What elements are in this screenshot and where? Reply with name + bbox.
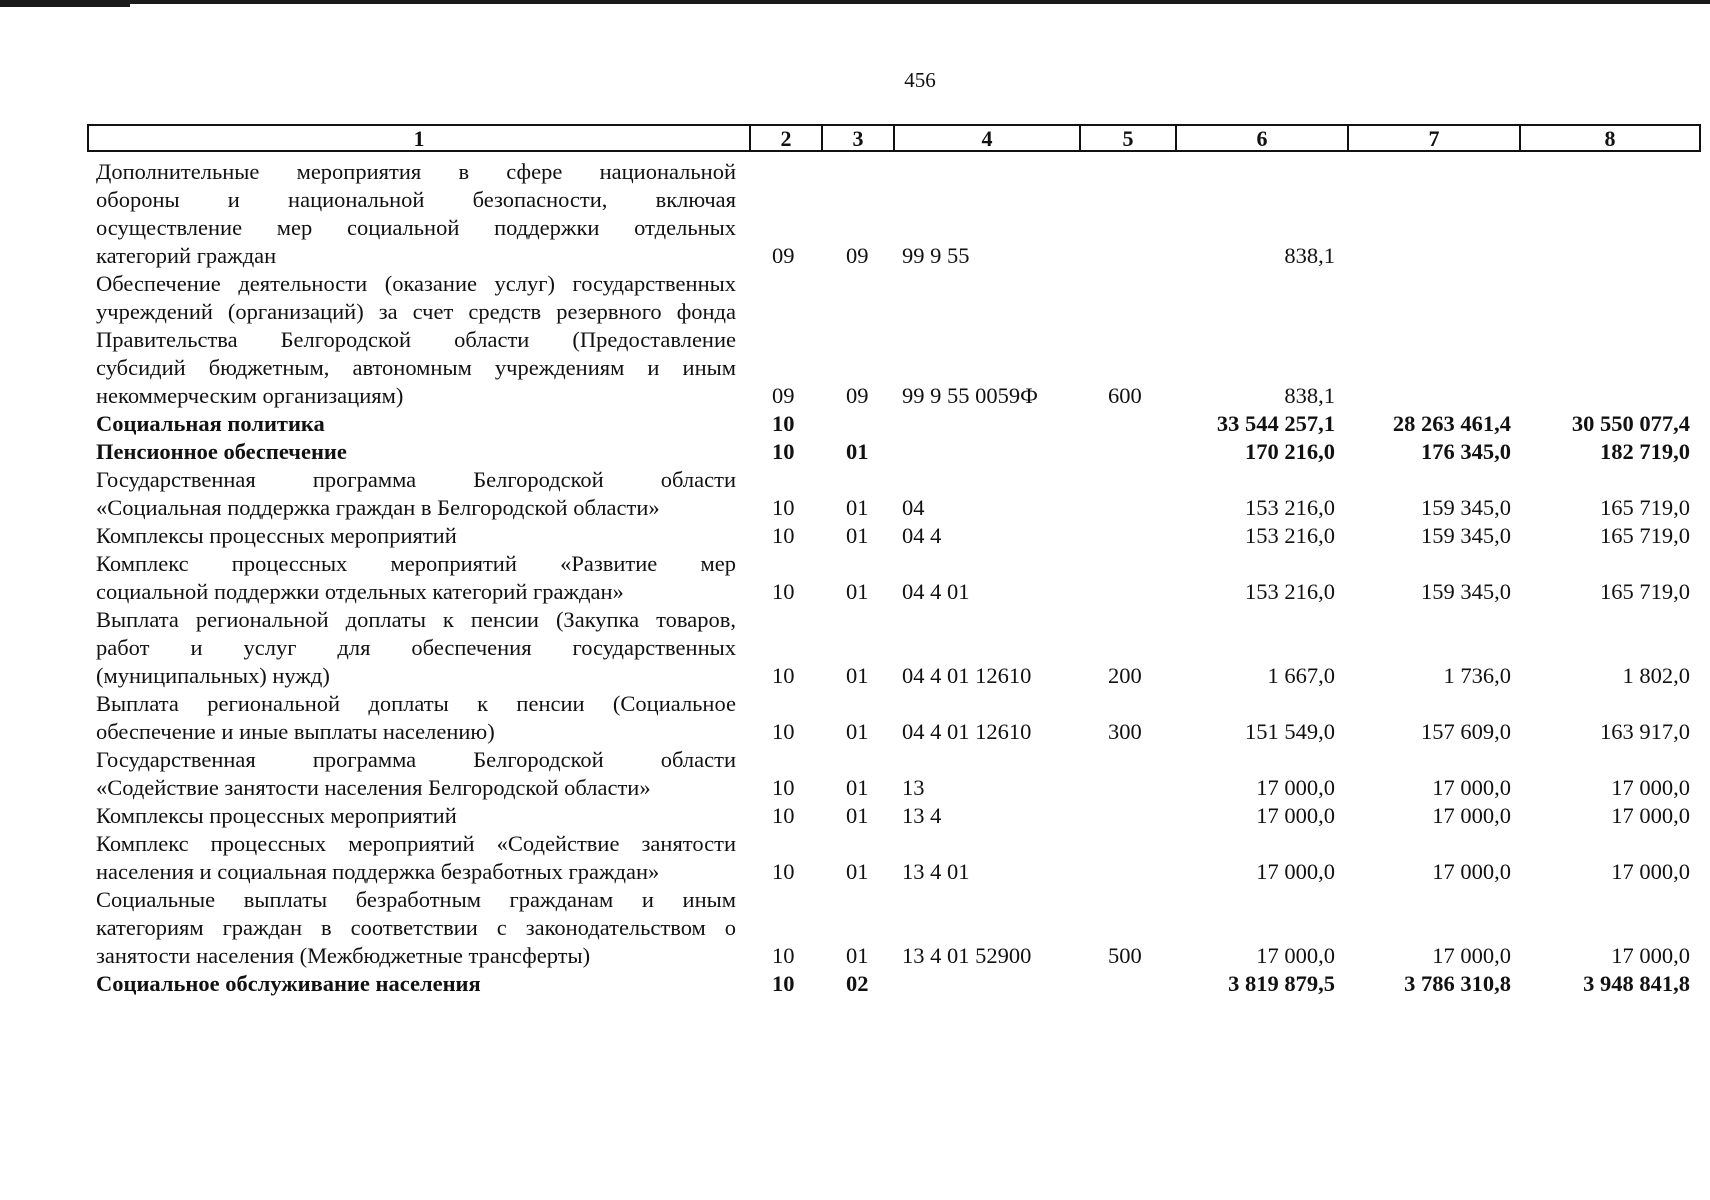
subsection-code: 01 [846,803,869,828]
amount-year-1: 170 216,0 [1245,439,1335,464]
table-row [0,550,1710,606]
amount-year-2: 17 000,0 [1432,859,1511,884]
subsection-code: 01 [846,719,869,744]
description-line: Комплекс процессных мероприятий «Развитие мер [96,551,736,576]
target-article-code: 13 4 [902,803,942,828]
amount-year-3: 163 917,0 [1600,719,1690,744]
row-description [96,522,736,550]
amount-year-3: 17 000,0 [1611,803,1690,828]
amount-year-3: 165 719,0 [1600,495,1690,520]
description-line: Дополнительные мероприятия в сфере национальной [96,159,736,184]
amount-year-1: 153 216,0 [1245,523,1335,548]
row-description [96,466,736,522]
subsection-code: 01 [846,495,869,520]
section-code: 10 [772,859,795,884]
amount-year-2: 17 000,0 [1432,803,1511,828]
target-article-code: 99 9 55 [902,243,970,268]
table-row [0,158,1710,270]
subsection-code: 01 [846,859,869,884]
description-line: Выплата региональной доплаты к пенсии (Социальное [96,691,736,716]
expense-type-code: 300 [1108,719,1142,744]
description-line: занятости населения (Межбюджетные трансферты) [96,943,591,968]
description-line: Социальная политика [96,411,325,436]
column-header-1: 1 [89,126,751,150]
column-header-3: 3 [823,126,895,150]
description-line: Обеспечение деятельности (оказание услуг) государственных [96,271,736,296]
table-row [0,886,1710,970]
subsection-code: 01 [846,663,869,688]
target-article-code: 04 4 01 12610 [902,663,1032,688]
amount-year-3: 17 000,0 [1611,775,1690,800]
amount-year-2: 157 609,0 [1421,719,1511,744]
column-header-6: 6 [1177,126,1349,150]
target-article-code: 04 4 [902,523,942,548]
table-row [0,970,1710,998]
section-code: 10 [772,719,795,744]
table-row [0,746,1710,802]
table-row [0,606,1710,690]
scan-edge-line [0,0,1710,4]
row-description [96,606,736,690]
amount-year-1: 838,1 [1284,243,1335,268]
section-code: 10 [772,411,795,436]
page-number: 456 [904,68,936,92]
expense-type-code: 600 [1108,383,1142,408]
amount-year-3: 1 802,0 [1622,663,1690,688]
subsection-code: 09 [846,243,869,268]
amount-year-1: 1 667,0 [1267,663,1335,688]
description-line: работ и услуг для обеспечения государственных [96,635,736,660]
row-description [96,270,736,410]
section-code: 10 [772,971,795,996]
section-code: 10 [772,775,795,800]
description-line: «Содействие занятости населения Белгородской области» [96,775,651,800]
amount-year-3: 3 948 841,8 [1583,971,1690,996]
amount-year-1: 17 000,0 [1256,859,1335,884]
section-code: 10 [772,943,795,968]
expense-type-code: 500 [1108,943,1142,968]
description-line: Государственная программа Белгородской области [96,467,736,492]
amount-year-1: 153 216,0 [1245,579,1335,604]
description-line: социальной поддержки отдельных категорий граждан» [96,579,624,604]
description-line: Социальные выплаты безработным гражданам и иным [96,887,736,912]
amount-year-1: 151 549,0 [1245,719,1335,744]
column-header-7: 7 [1349,126,1521,150]
amount-year-2: 159 345,0 [1421,523,1511,548]
subsection-code: 09 [846,383,869,408]
scan-edge-mark [0,0,130,7]
amount-year-1: 33 544 257,1 [1216,411,1335,436]
description-line: обеспечение и иные выплаты населению) [96,719,495,744]
row-description [96,690,736,746]
section-code: 10 [772,523,795,548]
description-line: Правительства Белгородской области (Предоставление [96,327,736,352]
column-header-2: 2 [751,126,823,150]
section-code: 10 [772,663,795,688]
description-line: категорий граждан [96,243,277,268]
target-article-code: 13 [902,775,925,800]
row-description [96,970,736,998]
section-code: 09 [772,243,795,268]
table-row [0,690,1710,746]
row-description [96,410,736,438]
amount-year-1: 17 000,0 [1256,775,1335,800]
table-row [0,466,1710,522]
table-row [0,522,1710,550]
description-line: Комплекс процессных мероприятий «Содействие занятости [96,831,736,856]
description-line: «Социальная поддержка граждан в Белгородской области» [96,495,660,520]
description-line: некоммерческим организациям) [96,383,404,408]
target-article-code: 04 [902,495,925,520]
amount-year-3: 30 550 077,4 [1571,411,1690,436]
table-row [0,830,1710,886]
amount-year-3: 17 000,0 [1611,859,1690,884]
amount-year-3: 165 719,0 [1600,523,1690,548]
section-code: 10 [772,803,795,828]
target-article-code: 13 4 01 [902,859,970,884]
description-line: (муниципальных) нужд) [96,663,330,688]
expense-type-code: 200 [1108,663,1142,688]
amount-year-3: 17 000,0 [1611,943,1690,968]
column-header-row [87,124,1701,152]
target-article-code: 99 9 55 0059Ф [902,383,1038,408]
amount-year-1: 17 000,0 [1256,803,1335,828]
section-code: 10 [772,439,795,464]
description-line: категориям граждан в соответствии с законодательством о [96,915,736,940]
amount-year-2: 17 000,0 [1432,943,1511,968]
amount-year-2: 159 345,0 [1421,495,1511,520]
description-line: Социальное обслуживание населения [96,971,481,996]
row-description [96,746,736,802]
table-row [0,410,1710,438]
row-description [96,830,736,886]
row-description [96,886,736,970]
section-code: 10 [772,579,795,604]
section-code: 09 [772,383,795,408]
row-description [96,438,736,466]
amount-year-1: 17 000,0 [1256,943,1335,968]
table-row [0,270,1710,410]
subsection-code: 02 [846,971,869,996]
description-line: учреждений (организаций) за счет средств резервного фонда [96,299,736,324]
row-description [96,550,736,606]
amount-year-1: 3 819 879,5 [1228,971,1335,996]
amount-year-2: 176 345,0 [1421,439,1511,464]
column-header-8: 8 [1604,126,1616,151]
amount-year-1: 153 216,0 [1245,495,1335,520]
column-header-4: 4 [895,126,1081,150]
amount-year-3: 165 719,0 [1600,579,1690,604]
description-line: Пенсионное обеспечение [96,439,347,464]
subsection-code: 01 [846,579,869,604]
amount-year-2: 1 736,0 [1443,663,1511,688]
amount-year-2: 28 263 461,4 [1392,411,1511,436]
subsection-code: 01 [846,775,869,800]
section-code: 10 [772,495,795,520]
description-line: обороны и национальной безопасности, включая [96,187,736,212]
description-line: Выплата региональной доплаты к пенсии (Закупка товаров, [96,607,736,632]
table-row [0,438,1710,466]
target-article-code: 13 4 01 52900 [902,943,1032,968]
amount-year-3: 182 719,0 [1600,439,1690,464]
description-line: Государственная программа Белгородской области [96,747,736,772]
amount-year-2: 17 000,0 [1432,775,1511,800]
amount-year-2: 159 345,0 [1421,579,1511,604]
description-line: Комплексы процессных мероприятий [96,523,457,548]
target-article-code: 04 4 01 [902,579,970,604]
row-description [96,158,736,270]
subsection-code: 01 [846,523,869,548]
amount-year-1: 838,1 [1284,383,1335,408]
description-line: Комплексы процессных мероприятий [96,803,457,828]
row-description [96,802,736,830]
target-article-code: 04 4 01 12610 [902,719,1032,744]
amount-year-2: 3 786 310,8 [1404,971,1511,996]
description-line: населения и социальная поддержка безработных граждан» [96,859,660,884]
table-row [0,802,1710,830]
subsection-code: 01 [846,943,869,968]
column-header-5: 5 [1081,126,1177,150]
description-line: субсидий бюджетным, автономным учреждениям и иным [96,355,736,380]
description-line: осуществление мер социальной поддержки отдельных [96,215,736,240]
subsection-code: 01 [846,439,869,464]
